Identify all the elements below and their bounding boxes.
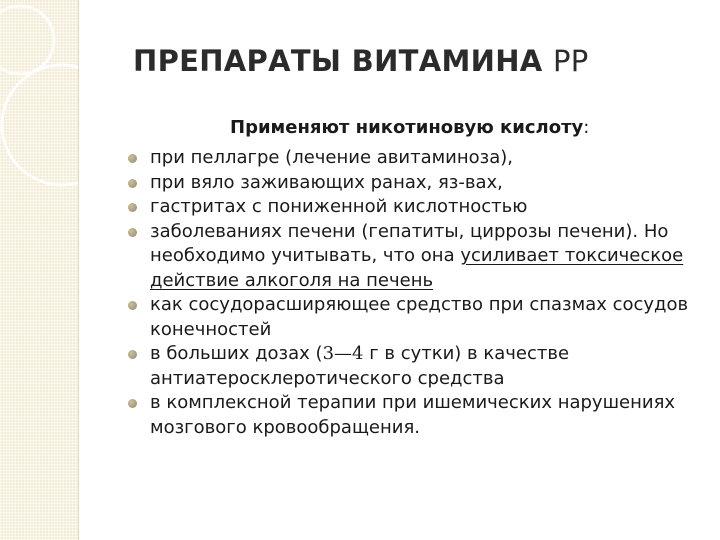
- dose-value: 3—4: [322, 343, 364, 364]
- bullet-dot-icon: [128, 350, 137, 359]
- bullet-dot-icon: [128, 203, 137, 212]
- bullet-text: при вяло заживающих ранах, яз-вах,: [150, 171, 503, 193]
- slide-title: [133, 44, 589, 78]
- list-item: [128, 391, 708, 440]
- bullet-text-after: г в сутки) в качестве антиатеросклеротического средства: [150, 343, 570, 389]
- subtitle-colon: :: [583, 117, 590, 138]
- title-suffix: РР: [552, 44, 589, 78]
- bullet-text-before: в больших дозах (: [150, 343, 323, 364]
- bullet-dot-icon: [128, 301, 137, 310]
- bullet-dot-icon: [128, 399, 137, 408]
- subtitle-text: Применяют никотиновую кислоту: [230, 117, 584, 138]
- bullet-underlined-text: усиливает токсическое действие алкоголя на печень: [150, 245, 684, 291]
- list-item: [128, 220, 708, 294]
- bullet-text: в комплексной терапии при ишемических нарушениях мозгового кровообращения.: [150, 392, 676, 438]
- bullet-dot-icon: [128, 228, 137, 237]
- bullet-dot-icon: [128, 154, 137, 163]
- bullet-text: заболеваниях печени (гепатиты, циррозы печени). Но необходимо учитывать, что она: [150, 220, 669, 266]
- list-item: [128, 195, 708, 220]
- slide-subtitle: [230, 117, 589, 138]
- title-main: ПРЕПАРАТЫ ВИТАМИНА: [133, 44, 543, 78]
- decorative-circles: [0, 0, 78, 540]
- decorative-side-panel: [0, 0, 79, 540]
- bullet-text: гастритах с пониженной кислотностью: [150, 196, 528, 217]
- list-item: [128, 342, 708, 391]
- bullet-text: как сосудорасширяющее средство при спазмах сосудов конечностей: [150, 294, 689, 340]
- list-item: [128, 171, 708, 196]
- bullet-list: [128, 146, 708, 440]
- bullet-dot-icon: [128, 179, 137, 188]
- list-item: [128, 293, 708, 342]
- bullet-text: при пеллагре (лечение авитаминоза),: [150, 147, 514, 168]
- list-item: [128, 146, 708, 171]
